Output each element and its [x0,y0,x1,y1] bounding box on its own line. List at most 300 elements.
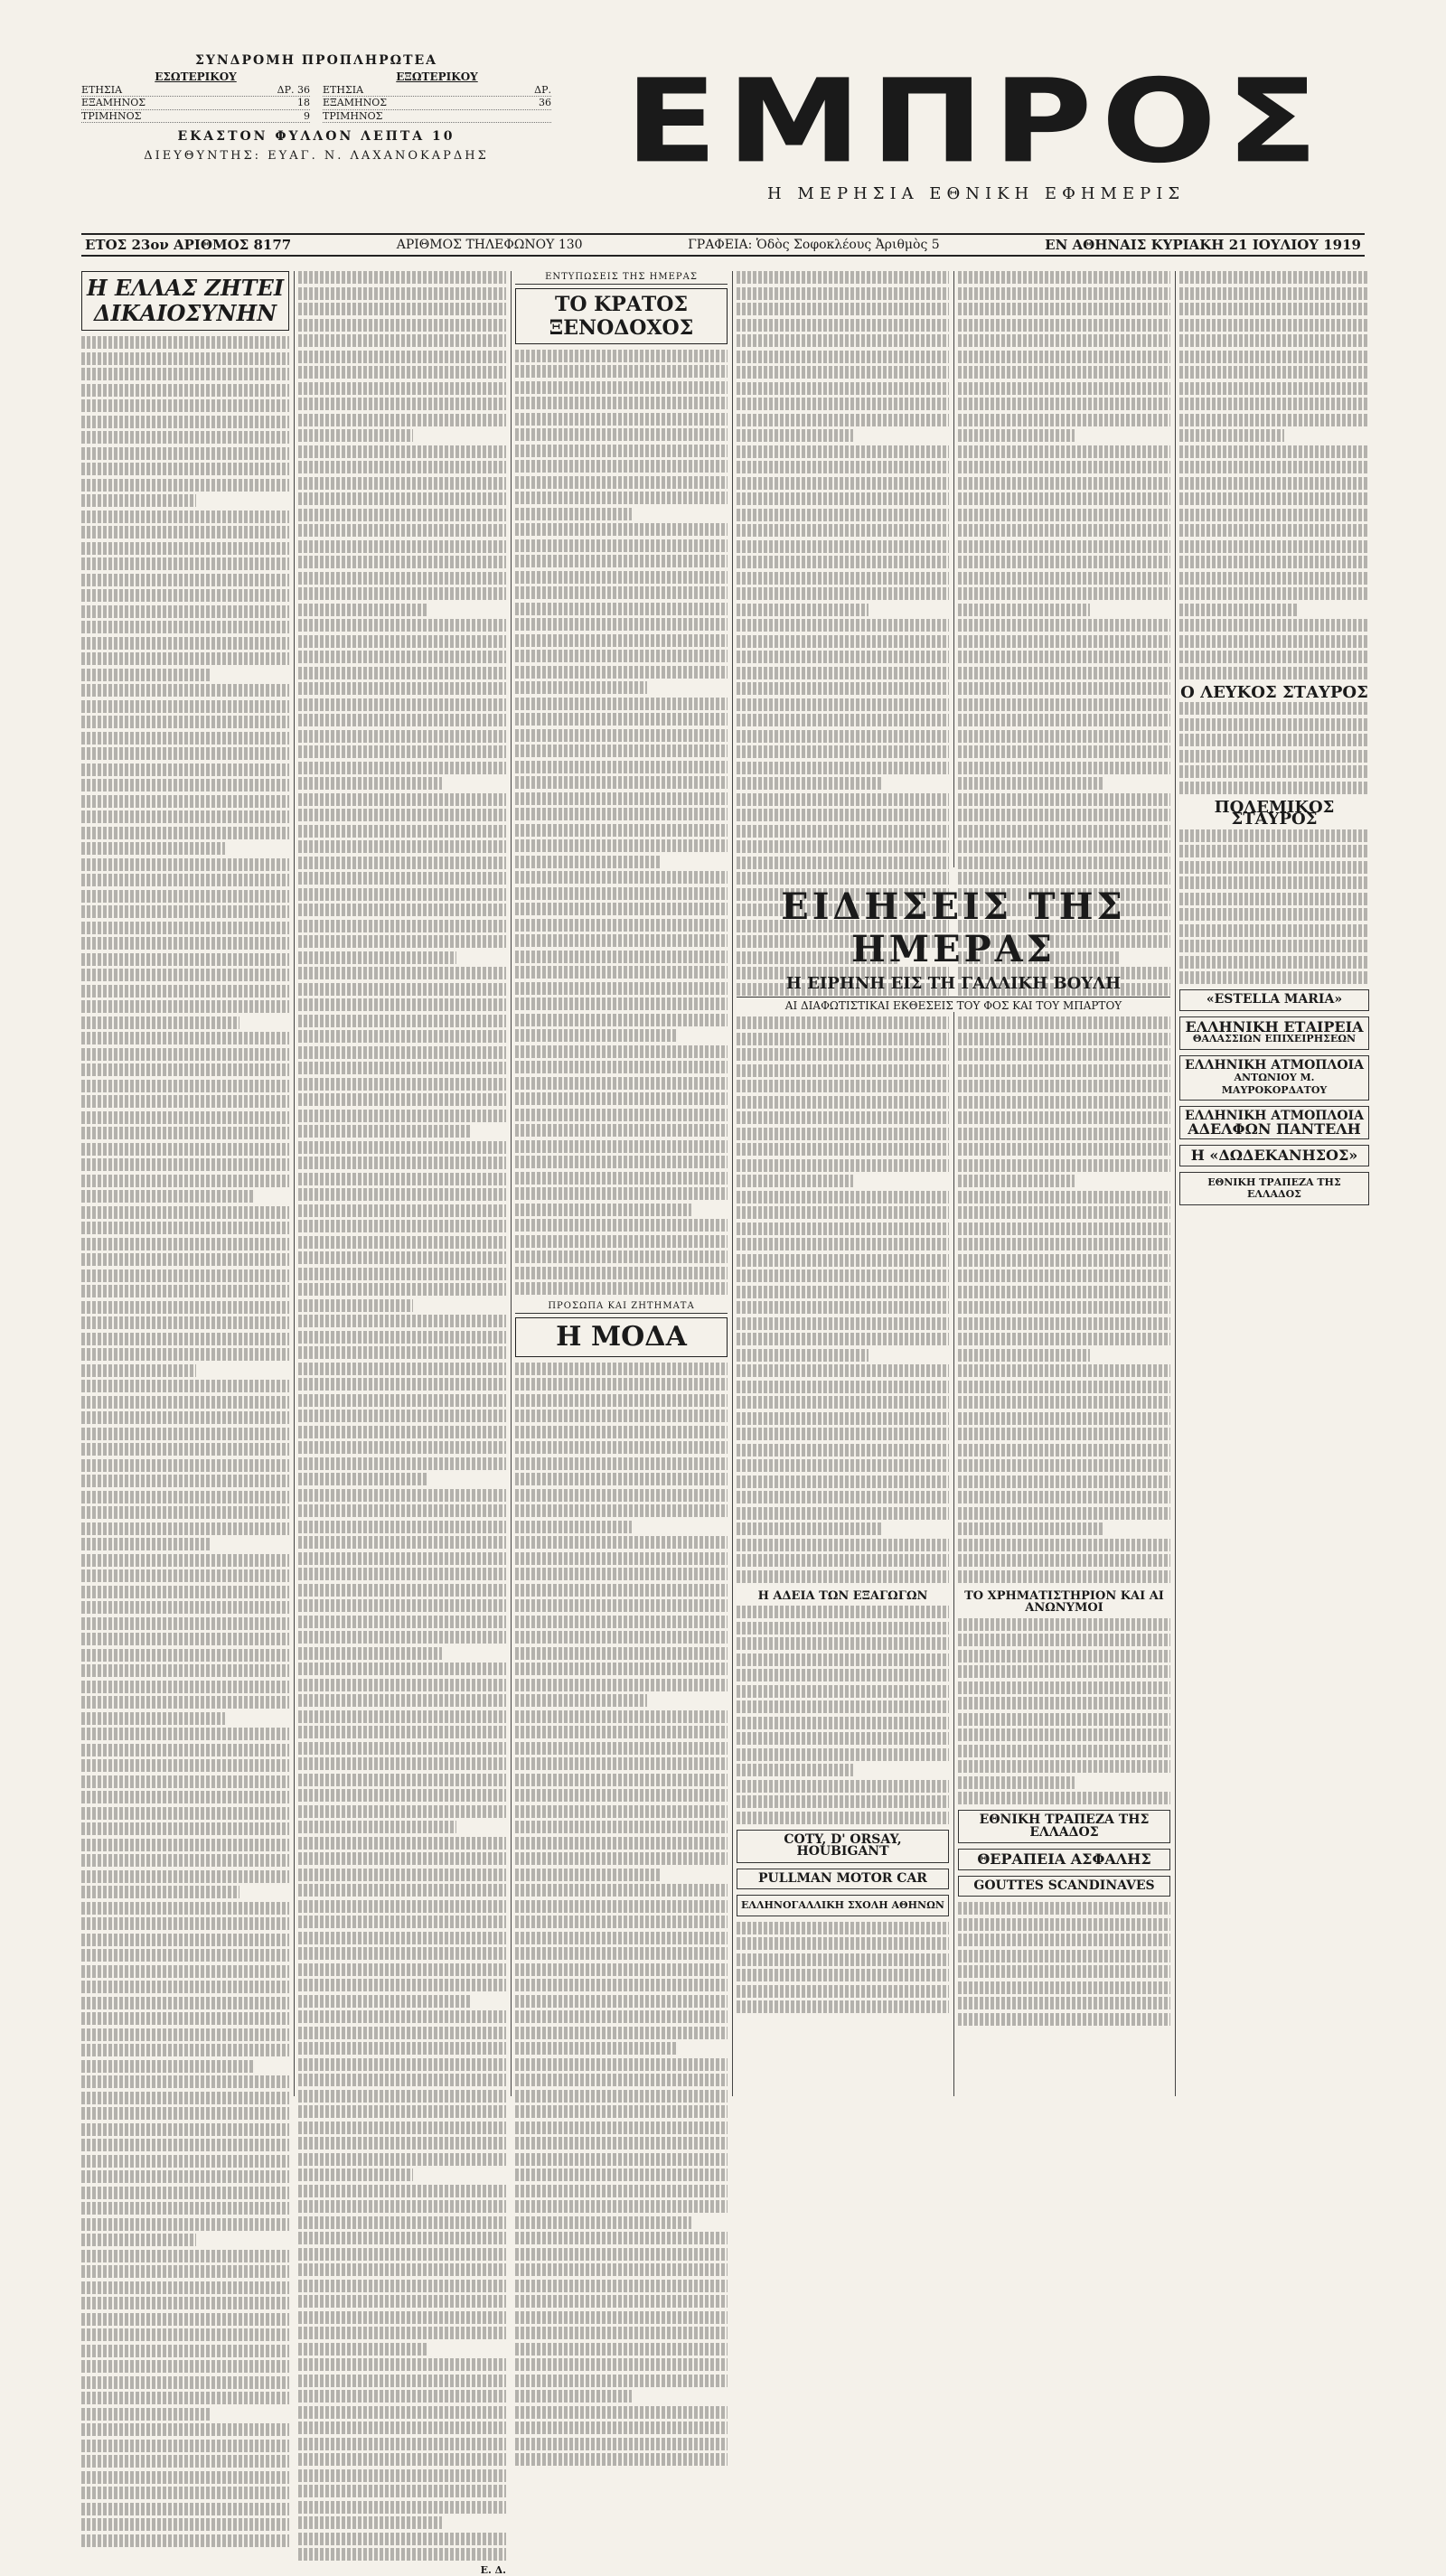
text-line [958,793,1170,806]
text-line [958,572,1170,585]
text-line [298,1900,506,1913]
text-line [737,809,949,821]
dodecanese-ad: Η «ΔΩΔΕΚΑΝΗΣΟΣ» [1179,1145,1369,1166]
text-line [515,618,728,631]
text-line [81,1127,289,1139]
text-line [958,762,1170,774]
text-line [515,1061,728,1073]
text-line [298,1947,506,1960]
text-line [737,1064,949,1077]
text-line [515,1995,728,2008]
text-line [81,795,289,808]
text-line [81,1617,289,1630]
text-line [1179,587,1369,600]
text-line [515,2390,632,2403]
text-line [958,1254,1170,1267]
text-line [298,477,506,490]
text-line [737,572,949,585]
text-line [81,1759,289,1772]
therapy-ad: ΘΕΡΑΠΕΙΑ ΑΣΦΑΛΗΣ [958,1849,1170,1870]
text-line [515,381,728,394]
text-line [298,271,506,284]
text-line [737,1175,853,1187]
text-line [1179,556,1369,568]
text-line [298,1173,506,1185]
text-line [1179,702,1369,715]
text-line [958,1317,1170,1330]
text-line [737,445,949,458]
text-line [515,1979,728,1991]
text-line [1179,876,1369,889]
text-line [515,2311,728,2324]
text-line [737,587,949,600]
text-line [515,1694,647,1707]
text-line [298,1251,506,1264]
text-line [737,492,949,505]
text-line [958,698,1170,711]
text-line [81,2234,196,2246]
text-line [737,1317,949,1330]
text-line [1179,287,1369,300]
text-line [81,1728,289,1740]
text-line [298,604,427,616]
text-line [515,934,728,947]
text-line [81,684,289,697]
text-line [298,1331,506,1344]
text-line [1179,635,1369,648]
text-line [81,574,289,586]
text-line [958,1396,1170,1409]
text-line [515,508,632,520]
text-line [515,2358,728,2371]
text-line [1179,366,1369,379]
text-line [81,1143,289,1156]
text-line [298,1584,506,1597]
text-line [298,1283,506,1296]
text-line [81,1301,289,1314]
text-line [737,1507,949,1520]
text-line [958,1206,1170,1219]
text-line [81,1080,289,1092]
text-line [1179,509,1369,521]
text-line [81,1206,289,1219]
text-line [298,1663,506,1675]
text-line [737,556,949,568]
text-line [515,2185,728,2197]
text-line [737,1969,949,1981]
text-line [81,2075,289,2088]
text-line [958,382,1170,395]
text-line [298,1789,506,1802]
text-line [958,1286,1170,1298]
text-line [298,287,506,300]
text-line [737,1685,949,1698]
text-line [515,1852,728,1865]
column-rule [511,271,512,2096]
text-line [737,319,949,332]
text-line [958,714,1170,726]
text-line [958,1760,1170,1773]
text-line [81,1411,289,1424]
text-line [737,872,949,885]
text-line [737,271,949,284]
text-line [81,937,289,950]
text-line [1179,619,1369,632]
text-line [81,1459,289,1472]
text-line [737,1554,949,1567]
text-line [298,429,413,442]
text-line [737,777,883,790]
text-line [81,1222,289,1234]
text-line [515,539,728,552]
text-line [515,776,728,789]
text-line [81,1428,289,1440]
war-cross-body [1179,829,1369,985]
text-line [958,809,1170,821]
text-line [737,461,949,473]
text-line [515,2200,728,2213]
text-line [1179,940,1369,952]
text-line [81,447,289,460]
text-line [298,1062,506,1074]
text-line [958,635,1170,648]
text-line [515,1378,728,1391]
text-line [737,1717,949,1729]
text-line [515,1473,728,1485]
text-line [298,1157,506,1169]
text-line [958,1048,1170,1061]
text-line [515,1757,728,1770]
text-line [298,1742,506,1755]
fashion-label: ΠΡΟΣΩΠΑ ΚΑΙ ΖΗΤΗΜΑΤΑ [515,1300,728,1314]
text-line [81,479,289,492]
text-line [737,1349,869,1362]
text-line [298,319,506,332]
text-line [298,2280,506,2292]
text-line [737,1937,949,1950]
text-line [737,1428,949,1440]
text-line [298,1268,506,1280]
text-line [81,1348,289,1361]
text-line [737,1459,949,1472]
text-line [515,2421,728,2434]
text-line [1179,382,1369,395]
text-line [958,1728,1170,1741]
text-line [515,1251,728,1263]
text-line [737,1732,949,1745]
text-line [737,366,949,379]
text-line [298,1394,506,1407]
column-6 [1179,271,1369,1211]
text-line [737,1333,949,1345]
text-line [298,2485,506,2497]
text-line [958,1697,1170,1710]
text-line [515,982,728,995]
text-line [958,1792,1170,1804]
estella-ad: «ESTELLA MARIA» [1179,989,1369,1011]
text-line [298,1679,506,1691]
text-line [737,1191,949,1204]
text-line [737,1269,949,1282]
text-line [81,1902,289,1915]
text-line [737,825,949,838]
text-line [81,2202,289,2215]
text-line [515,2295,728,2308]
text-line [298,1346,506,1359]
text-line [737,698,949,711]
text-line [81,1934,289,1946]
text-line [298,745,506,758]
text-line [298,366,506,379]
text-line [958,1650,1170,1663]
text-line [298,1995,471,2008]
text-line [81,384,289,397]
text-line [298,382,506,395]
text-line [515,586,728,599]
text-line [737,1412,949,1425]
text-line [515,1726,728,1738]
text-line [515,1900,728,1913]
text-line [81,1269,289,1282]
text-line [81,2297,289,2309]
text-line [81,890,289,903]
text-line [81,1886,239,1898]
text-line [81,810,289,823]
text-line [81,1253,289,1266]
text-line [515,2343,728,2356]
exchange-headline: ΤΟ ΧΡΗΜΑΤΙΣΤΗΡΙΟΝ ΚΑΙ ΑΙ ΑΝΩΝΥΜΟΙ [958,1590,1170,1615]
text-line [81,1775,289,1788]
text-line [515,951,728,963]
text-line [81,557,289,570]
text-line [298,1932,506,1944]
text-line [81,416,289,428]
text-line [298,967,506,979]
text-line [515,460,728,473]
text-line [515,1282,728,1295]
text-line [958,1080,1170,1092]
text-line [298,730,506,743]
text-line [298,2122,506,2134]
text-line [298,2169,413,2181]
text-line [737,1491,949,1503]
rate-row: ΕΤΗΣΙΑ ΔΡ. 36 [81,84,310,98]
text-line [298,2058,506,2071]
text-line [298,2311,506,2324]
text-line [81,526,289,539]
text-line [1179,492,1369,505]
text-line [1179,524,1369,537]
text-line [958,1444,1170,1457]
text-line [515,634,728,647]
text-line [737,667,949,679]
text-line [298,1774,506,1786]
text-line [298,635,506,648]
text-line [81,842,225,855]
text-line [958,1554,1170,1567]
text-line [81,1175,289,1187]
text-line [298,2501,506,2514]
text-line [515,729,728,742]
text-line [958,840,1170,853]
text-line [298,2074,506,2086]
text-line [81,2265,289,2278]
text-line [298,1236,506,1249]
title-block [587,54,1365,226]
text-line [81,605,289,618]
text-line [81,2060,254,2073]
text-line [958,509,1170,521]
issue-number: ΕΤΟΣ 23ον ΑΡΙΘΜΟΣ 8177 [85,237,291,253]
text-line [1179,319,1369,332]
column-5-bottom [958,1016,1170,2028]
column-4-top [737,271,949,867]
text-line [298,2248,506,2261]
text-line [515,919,728,932]
text-line [1179,477,1369,490]
text-line [81,2503,289,2515]
text-line [737,840,949,853]
text-line [81,1522,289,1535]
offices-address: ΓΡΑΦΕΙΑ: Ὁδὸς Σοφοκλέους Ἀριθμὸς 5 [688,238,940,252]
text-line [515,2248,728,2261]
text-line [515,2027,728,2039]
text-line [81,1696,289,1709]
text-line [515,856,662,868]
text-line [515,2169,728,2181]
text-line [298,572,506,585]
news-banner [737,885,1170,1012]
text-line [958,1238,1170,1251]
text-line [737,287,949,300]
text-line [737,714,949,726]
text-line [737,303,949,315]
gouttes-ad: GOUTTES SCANDINAVES [958,1876,1170,1897]
text-line [81,1063,289,1076]
text-line [515,2074,728,2086]
text-line [958,1333,1170,1345]
text-line [515,1363,728,1375]
text-line [1179,893,1369,905]
text-line [737,1522,883,1535]
text-line [737,1033,949,1045]
text-line [81,1965,289,1978]
newspaper-subtitle: Η ΜΕΡΗΣΙΑ ΕΘΝΙΚΗ ΕΦΗΜΕΡΙΣ [587,184,1365,203]
bank2-ad: ΕΘΝΙΚΗ ΤΡΑΠΕΖΑ ΤΗΣ ΕΛΛΑΔΟΣ [1179,1172,1369,1205]
text-line [81,1190,254,1203]
text-line [298,2105,506,2118]
text-line [81,2392,289,2404]
dateline [81,233,1365,257]
text-line [737,604,869,616]
text-line [515,1235,728,1248]
company-ad: ΕΛΛΗΝΙΚΗ ΕΤΑΙΡΕΙΑ ΘΑΛΑΣΣΙΩΝ ΕΠΙΧΕΙΡΗΣΕΩΝ [1179,1016,1369,1050]
text-line [1179,908,1369,921]
text-line [515,571,728,584]
text-line [81,494,196,507]
text-line [298,2232,506,2244]
text-line [515,966,728,979]
text-line [515,1616,728,1628]
text-line [737,1780,949,1793]
director-line: ΔΙΕΥΘΥΝΤΗΣ: ΕΥΑΓ. Ν. ΛΑΧΑΝΟΚΑΡΔΗΣ [81,149,551,163]
peace-continuation [958,1016,1170,1583]
text-line [737,524,949,537]
text-line [515,2153,728,2166]
text-line [81,2376,289,2389]
lead-signature: Ε. Δ. [298,2564,506,2576]
text-line [737,1159,949,1172]
text-line [1179,924,1369,937]
text-line [515,603,728,615]
text-line [81,399,289,412]
text-line [298,888,506,901]
impressions-label: ΕΝΤΥΠΩΣΕΙΣ ΤΗΣ ΗΜΕΡΑΣ [515,271,728,285]
text-line [737,1016,949,1029]
text-line [298,1647,442,1660]
text-line [515,871,728,884]
text-line [737,651,949,663]
column-rule [1175,271,1176,2096]
text-line [515,1077,728,1090]
text-line [515,1774,728,1786]
text-line [515,1568,728,1580]
text-line [81,2012,289,2025]
text-line [298,1473,427,1485]
text-line [958,1634,1170,1646]
text-line [515,1742,728,1755]
text-line [737,1206,949,1219]
text-line [958,366,1170,379]
text-line [958,651,1170,663]
text-line [515,1109,728,1121]
text-line [515,1584,728,1597]
text-line [958,682,1170,695]
text-line [298,1869,506,1881]
text-line [298,2295,506,2308]
text-line [298,2200,506,2213]
text-line [737,745,949,758]
text-line [1179,971,1369,984]
text-line [298,556,506,568]
text-line [958,492,1170,505]
fashion-headline: Η ΜΟΔΑ [515,1317,728,1357]
text-line [298,2343,427,2356]
text-line [958,477,1170,490]
text-line [81,1316,289,1329]
text-line [298,1852,506,1865]
text-line [515,1521,632,1533]
text-line [298,2375,506,2387]
text-line [298,1757,506,1770]
text-line [298,1030,506,1043]
news-banner-title: ΕΙΔΗΣΕΙΣ ΤΗΣ ΗΜΕΡΑΣ [737,885,1170,970]
text-line [515,1014,728,1026]
text-line [298,2469,506,2482]
text-line [81,1016,239,1029]
text-line [81,2313,289,2326]
text-line [1179,750,1369,763]
text-line [737,334,949,347]
text-line [958,1618,1170,1631]
text-line [515,903,728,915]
text-line [81,1601,289,1614]
text-line [81,542,289,555]
text-line [1179,651,1369,663]
text-line [515,1884,728,1897]
text-line [298,1536,506,1549]
text-line [958,1997,1170,2009]
